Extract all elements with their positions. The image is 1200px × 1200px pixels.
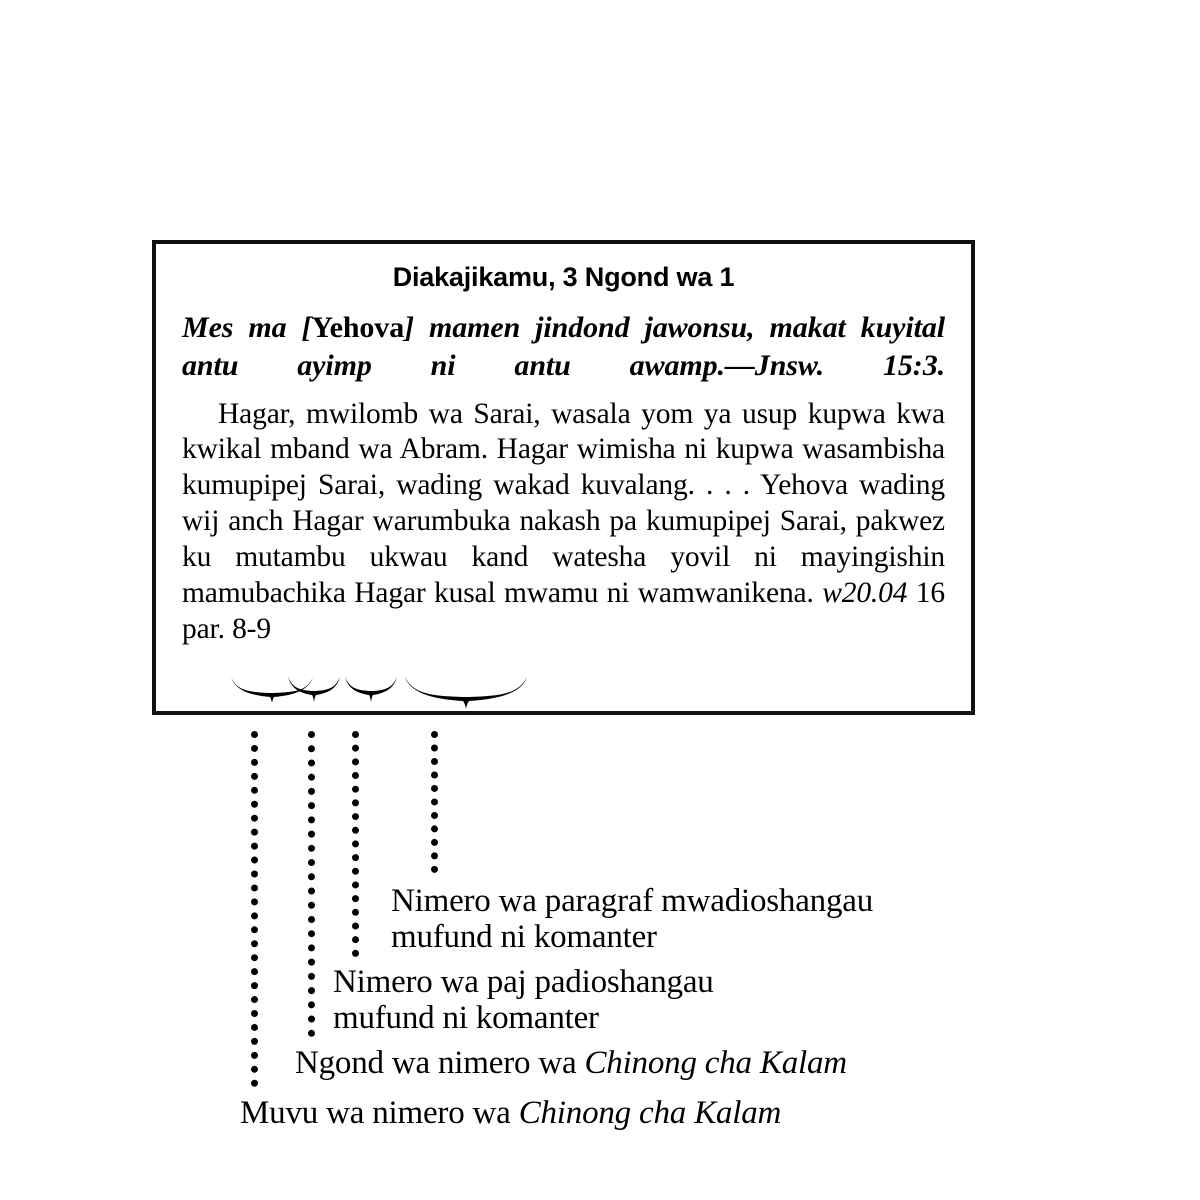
excerpt-title: Diakajikamu, 3 Ngond wa 1 xyxy=(392,262,735,292)
scripture-divine-name: Yehova xyxy=(311,311,405,345)
scripture-after: ] mamen jindond jawonsu, makat kuyital antu ayimp ni antu awamp.—Jnsw. 15:3. xyxy=(182,311,945,382)
citation-publication: w20.04 xyxy=(822,576,908,609)
callout-issue-month-prefix: Ngond wa nimero wa xyxy=(295,1045,585,1081)
excerpt-box xyxy=(152,240,975,715)
excerpt-inner xyxy=(156,244,971,647)
leader-line-page-number xyxy=(352,731,359,957)
callout-issue-year-prefix: Muvu wa nimero wa xyxy=(240,1095,519,1131)
citation-paragraph-label: par. xyxy=(182,612,225,645)
body-paragraph: Hagar, mwilomb wa Sarai, wasala yom ya usup kupwa kwa kwikal mband wa Abram. Hagar wimisha ni kupwa wasambisha kumupipej Sarai, wading wakad kuvalang. . . . Yehova wading wij anch Hagar warumbuka nakash pa kumupipej Sarai, pakwez ku mutambu ukwau kand watesha yovil ni mayingishin mamubachika Hagar kusal mwamu ni wamwanikena. xyxy=(182,397,945,609)
callout-issue-year-publication: Chinong cha Kalam xyxy=(518,1095,782,1131)
excerpt-body-text xyxy=(182,397,945,648)
callout-page-number-line1: Nimero wa paj padioshangau xyxy=(333,964,714,1000)
citation-paragraph-numbers: 8-9 xyxy=(232,612,271,645)
callout-paragraph-number-line1: Nimero wa paragraf mwadioshangau xyxy=(391,883,873,919)
excerpt-scripture-text xyxy=(182,309,945,385)
callout-issue-year xyxy=(240,1096,781,1132)
leader-line-issue-year xyxy=(251,731,258,1087)
citation-page: 16 xyxy=(915,576,945,609)
leader-line-issue-month xyxy=(308,731,315,1037)
callout-issue-month-publication: Chinong cha Kalam xyxy=(584,1045,847,1081)
callout-issue-month xyxy=(295,1046,847,1082)
callout-page-number-line2: mufund ni komanter xyxy=(333,999,599,1036)
callout-paragraph-number xyxy=(391,884,873,955)
scripture-before: Mes ma [ xyxy=(182,311,312,345)
callout-paragraph-number-line2: mufund ni komanter xyxy=(391,918,657,955)
callout-page-number xyxy=(333,965,714,1036)
leader-line-paragraph-number xyxy=(431,731,438,873)
